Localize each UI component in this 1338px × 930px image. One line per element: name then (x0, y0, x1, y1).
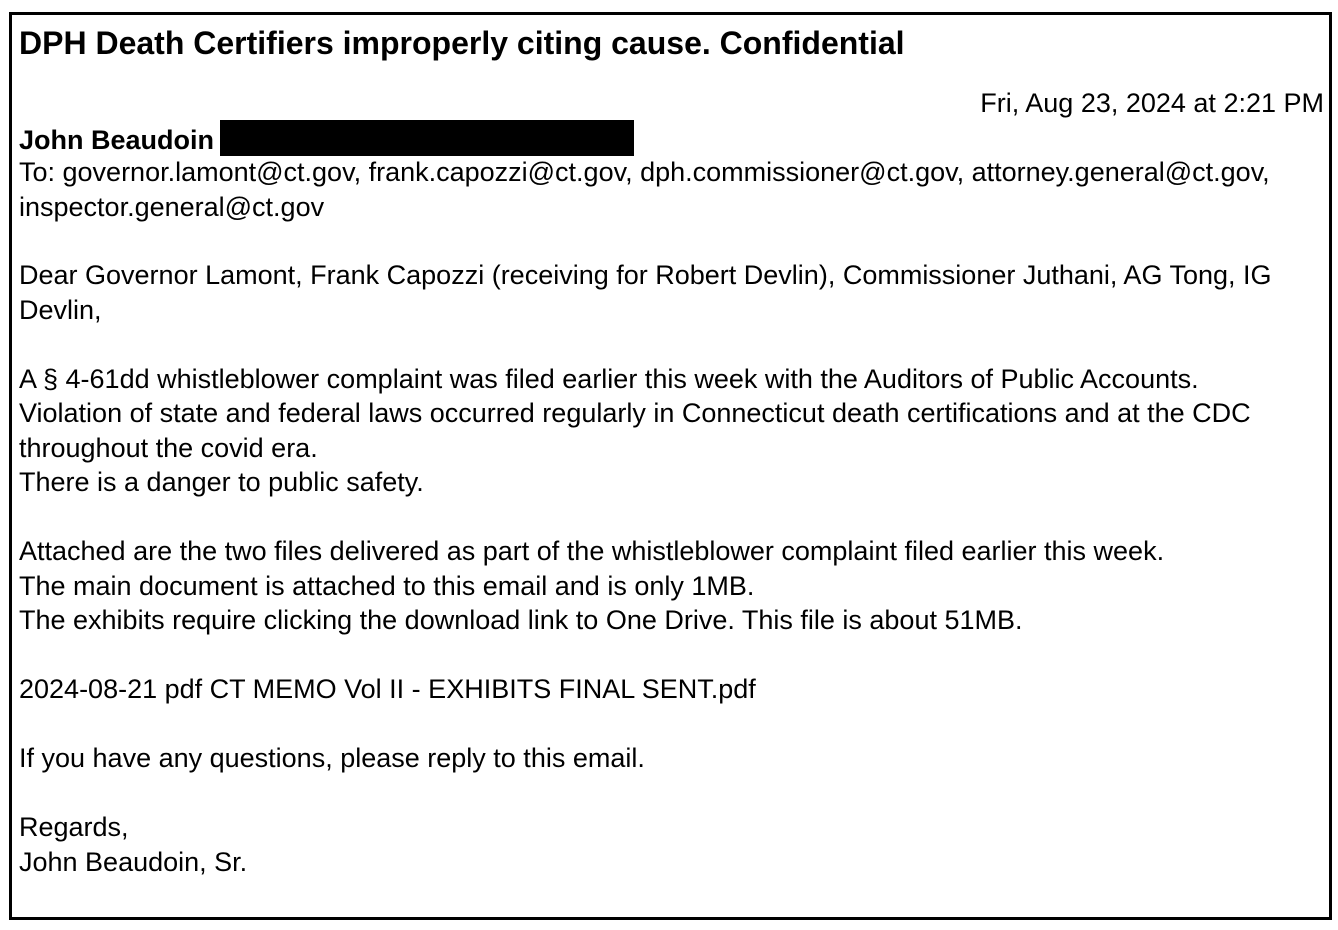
complaint-paragraph (19, 362, 1324, 500)
closing: Regards, (19, 812, 129, 842)
body-line: Attached are the two files delivered as part of the whistleblower complaint filed earlier this week. (19, 536, 1165, 566)
body-line: Violation of state and federal laws occurred regularly in Connecticut death certifications and at the CDC throughout the covid era. (19, 398, 1251, 463)
email-body (19, 258, 1324, 879)
email-printout (9, 12, 1332, 920)
attachments-paragraph (19, 534, 1324, 638)
sender-name: John Beaudoin (19, 125, 214, 155)
body-line: The main document is attached to this email and is only 1MB. (19, 570, 755, 601)
redacted-email-address (220, 120, 634, 156)
questions-line: If you have any questions, please reply to this email. (19, 743, 645, 773)
body-line: A § 4-61dd whistleblower complaint was filed earlier this week with the Auditors of Public Accounts. (19, 363, 1199, 394)
attachment-filename: 2024-08-21 pdf CT MEMO Vol II - EXHIBITS FINAL SENT.pdf (19, 674, 756, 704)
body-line: The exhibits require clicking the download link to One Drive. This file is about 51MB. (19, 605, 1023, 635)
email-date: Fri, Aug 23, 2024 at 2:21 PM (980, 88, 1324, 118)
greeting: Dear Governor Lamont, Frank Capozzi (receiving for Robert Devlin), Commissioner Juthani, AG Tong, IG Devlin, (19, 260, 1272, 325)
body-line: There is a danger to public safety. (19, 467, 424, 497)
email-from-line (19, 120, 634, 157)
signature: John Beaudoin, Sr. (19, 846, 248, 877)
email-recipients: To: governor.lamont@ct.gov, frank.capozzi@ct.gov, dph.commissioner@ct.gov, attorney.general@ct.gov, inspector.general@ct.gov (19, 157, 1270, 222)
signature-block (19, 810, 1324, 879)
email-subject: DPH Death Certifiers improperly citing cause. Confidential (19, 25, 905, 61)
